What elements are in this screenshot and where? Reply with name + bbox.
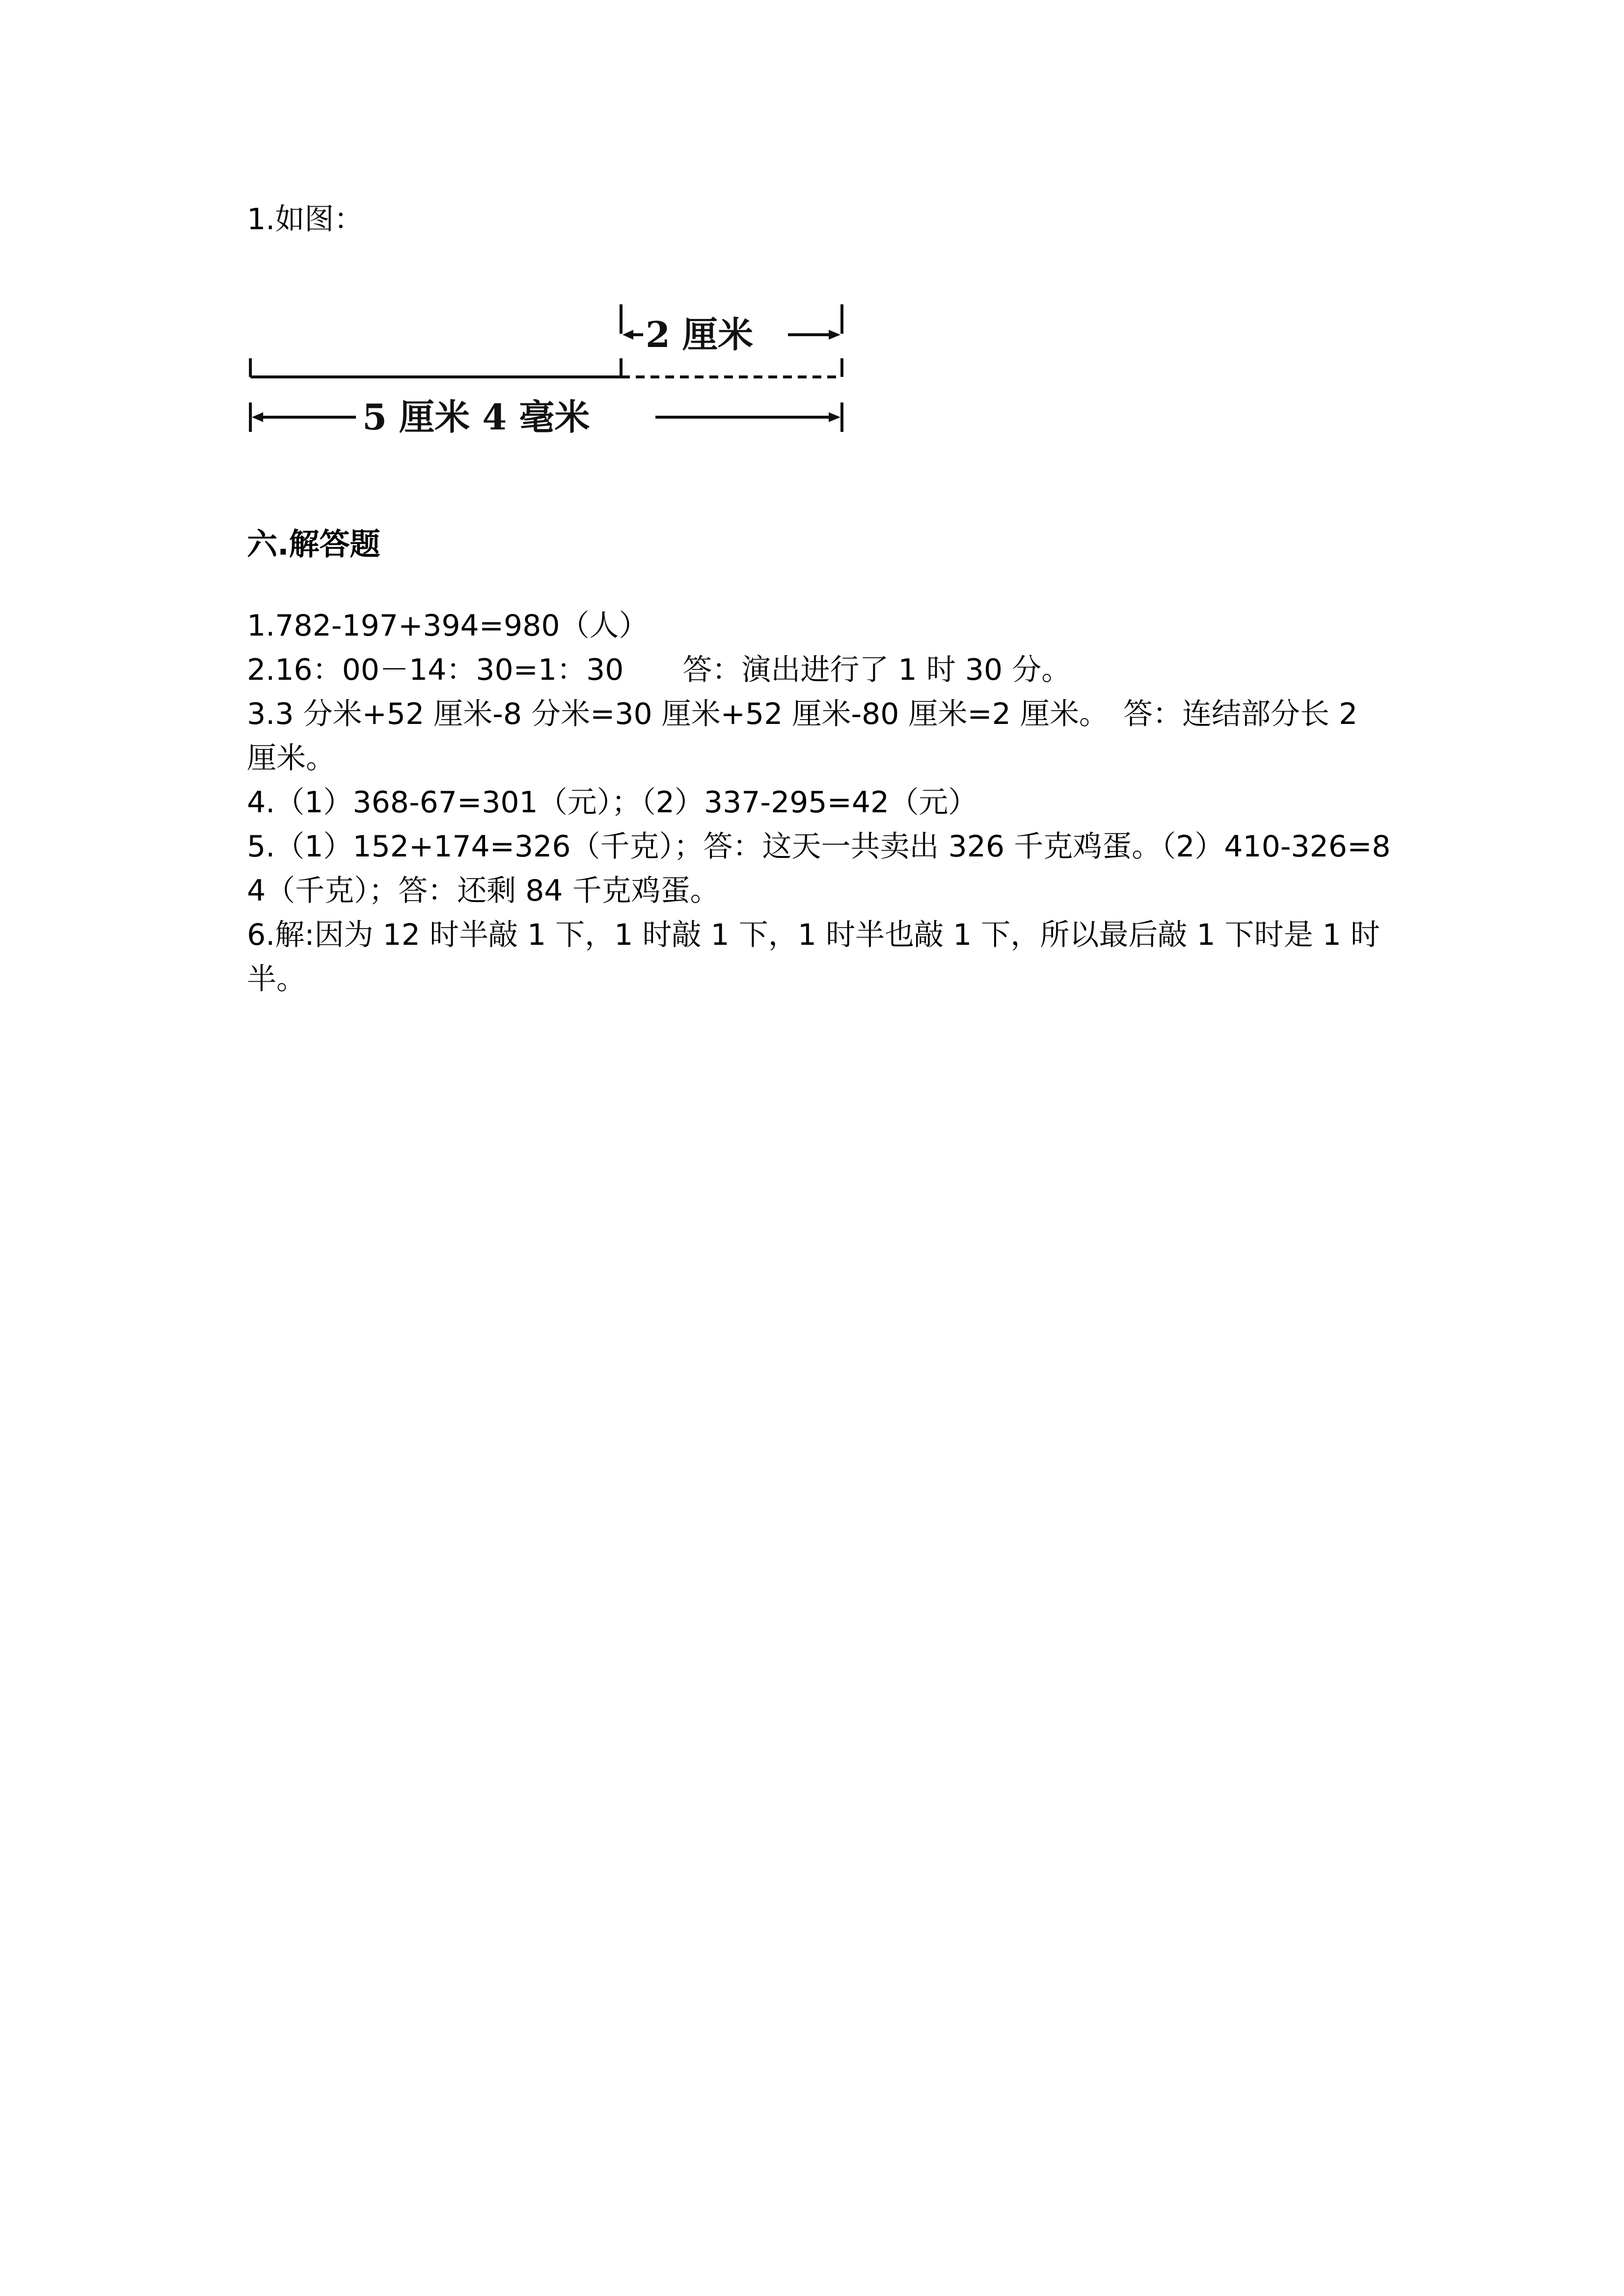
question-label: 1.如图： bbox=[247, 202, 364, 237]
length-figure bbox=[241, 294, 854, 442]
long-length-label: 5 厘米 4 毫米 bbox=[362, 396, 590, 438]
short-arrow-right-icon bbox=[829, 330, 840, 340]
section-title: 六.解答题 bbox=[247, 526, 380, 562]
answer-item: 5.（1）152+174=326（千克）；答：这天一共卖出 326 千克鸡蛋。（2）410-326=84（千克）；答：还剩 84 千克鸡蛋。 bbox=[247, 829, 1391, 908]
answer-item: 3.3 分米+52 厘米-8 分米=30 厘米+52 厘米-80 厘米=2 厘米。 答：连结部分长 2 厘米。 bbox=[247, 697, 1358, 775]
answer-item: 6.解:因为 12 时半敲 1 下，1 时敲 1 下，1 时半也敲 1 下，所以最后敲 1 下时是 1 时半。 bbox=[247, 918, 1380, 996]
answer-list bbox=[247, 604, 1391, 1001]
short-arrow-left-icon bbox=[623, 330, 633, 340]
long-arrow-right-icon bbox=[829, 412, 840, 422]
length-figure-svg bbox=[241, 294, 854, 442]
answer-item: 1.782-197+394=980（人） bbox=[247, 609, 649, 643]
long-arrow-left-icon bbox=[252, 412, 263, 422]
answer-item: 2.16：00－14：30=1：30 答：演出进行了 1 时 30 分。 bbox=[247, 653, 1071, 687]
short-length-label: 2 厘米 bbox=[646, 314, 754, 355]
answer-item: 4.（1）368-67=301（元）；（2）337-295=42（元） bbox=[247, 785, 978, 820]
